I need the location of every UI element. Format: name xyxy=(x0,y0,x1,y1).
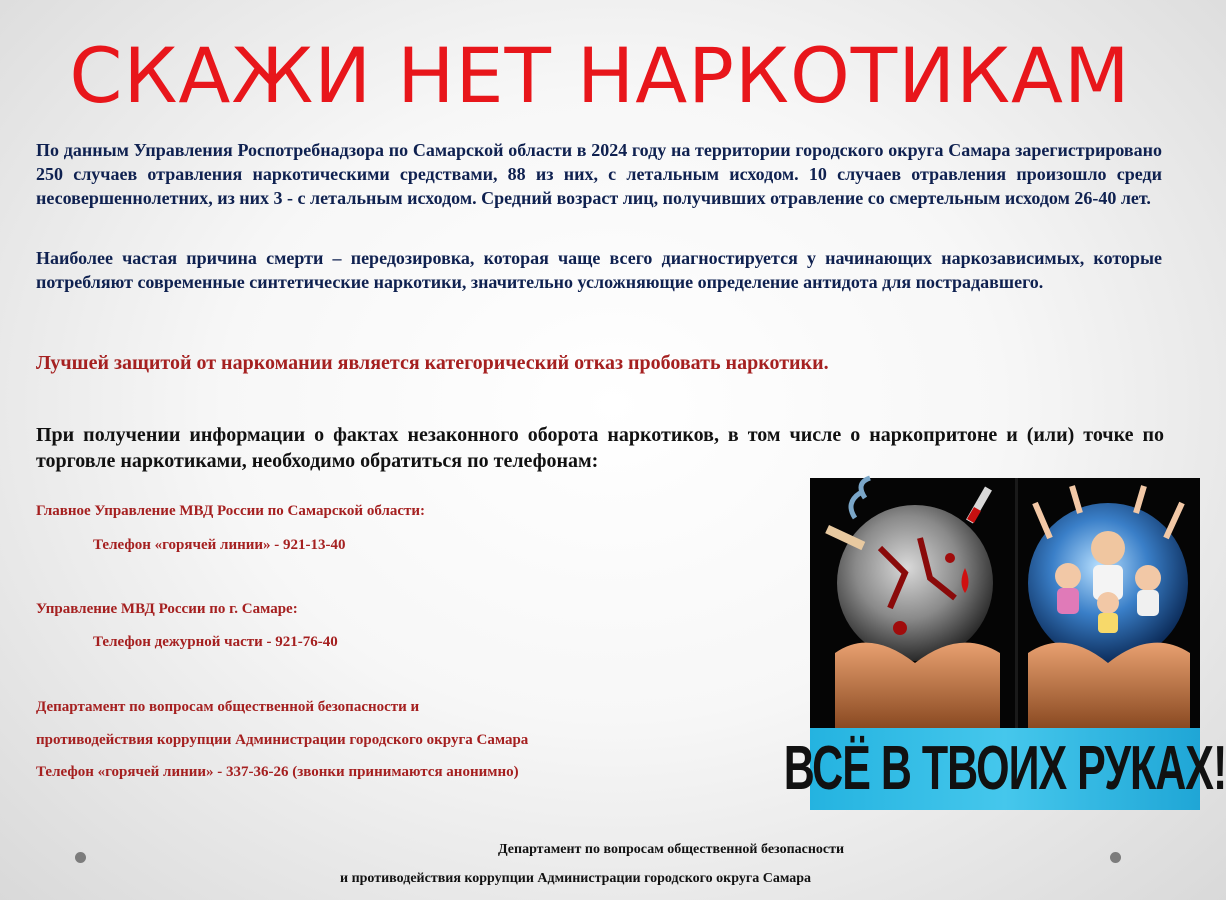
protection-statement: Лучшей защитой от наркомании является категорический отказ пробовать наркотики. xyxy=(36,352,829,374)
poster-banner xyxy=(783,728,1226,810)
footer-line1: Департамент по вопросам общественной безопасности xyxy=(498,842,845,857)
polluted-globe-image xyxy=(825,478,1000,728)
footer-line2: и противодействия коррупции Администрации городского округа Самара xyxy=(340,871,812,886)
page-title: СКАЖИ НЕТ НАРКОТИКАМ xyxy=(69,31,1131,120)
contact-gu-mvd-title: Главное Управление МВД России по Самарской области: xyxy=(36,503,426,519)
cause-paragraph: Наиболее частая причина смерти – передозировка, которая чаще всего диагностируется у начинающих наркозависимых, которые потребляют современные синтетические наркотики, значительно усложняющие определение антидота для пострадавшего. xyxy=(36,248,1162,292)
report-instructions: При получении информации о фактах незаконного оборота наркотиков, в том числе о наркопритоне и (или) точке по торговле наркотиками, необходимо обратиться по телефонам: xyxy=(36,424,1164,472)
contact-gu-mvd-phone: Телефон «горячей линии» - 921-13-40 xyxy=(93,537,346,553)
statistics-paragraph: По данным Управления Роспотребнадзора по Самарской области в 2024 году на территории городского округа Самара зарегистрировано 250 случаев отравления наркотическими средствами, 88 из них, с летальным исходом. 10 случаев отравления произошло среди несовершеннолетних, из них 3 - с летальным исходом. Средний возраст лиц, получивших отравление со смертельным исходом 26-40 лет. xyxy=(36,140,1162,208)
poster-illustration xyxy=(810,478,1200,728)
contact-u-mvd-phone: Телефон дежурной части - 921-76-40 xyxy=(93,634,338,650)
anti-drug-poster xyxy=(783,478,1226,810)
contact-department-phone: Телефон «горячей линии» - 337-36-26 (звонки принимаются анонимно) xyxy=(36,764,519,780)
contact-department-line2: противодействия коррупции Администрации городского округа Самара xyxy=(36,732,529,748)
decorative-dot-left xyxy=(75,852,86,863)
contact-u-mvd-title: Управление МВД России по г. Самаре: xyxy=(36,601,298,617)
contact-department-line1: Департамент по вопросам общественной безопасности и xyxy=(36,699,420,715)
decorative-dot-right xyxy=(1110,852,1121,863)
poster-banner-text: ВСЁ В ТВОИХ РУКАХ! xyxy=(783,733,1226,804)
